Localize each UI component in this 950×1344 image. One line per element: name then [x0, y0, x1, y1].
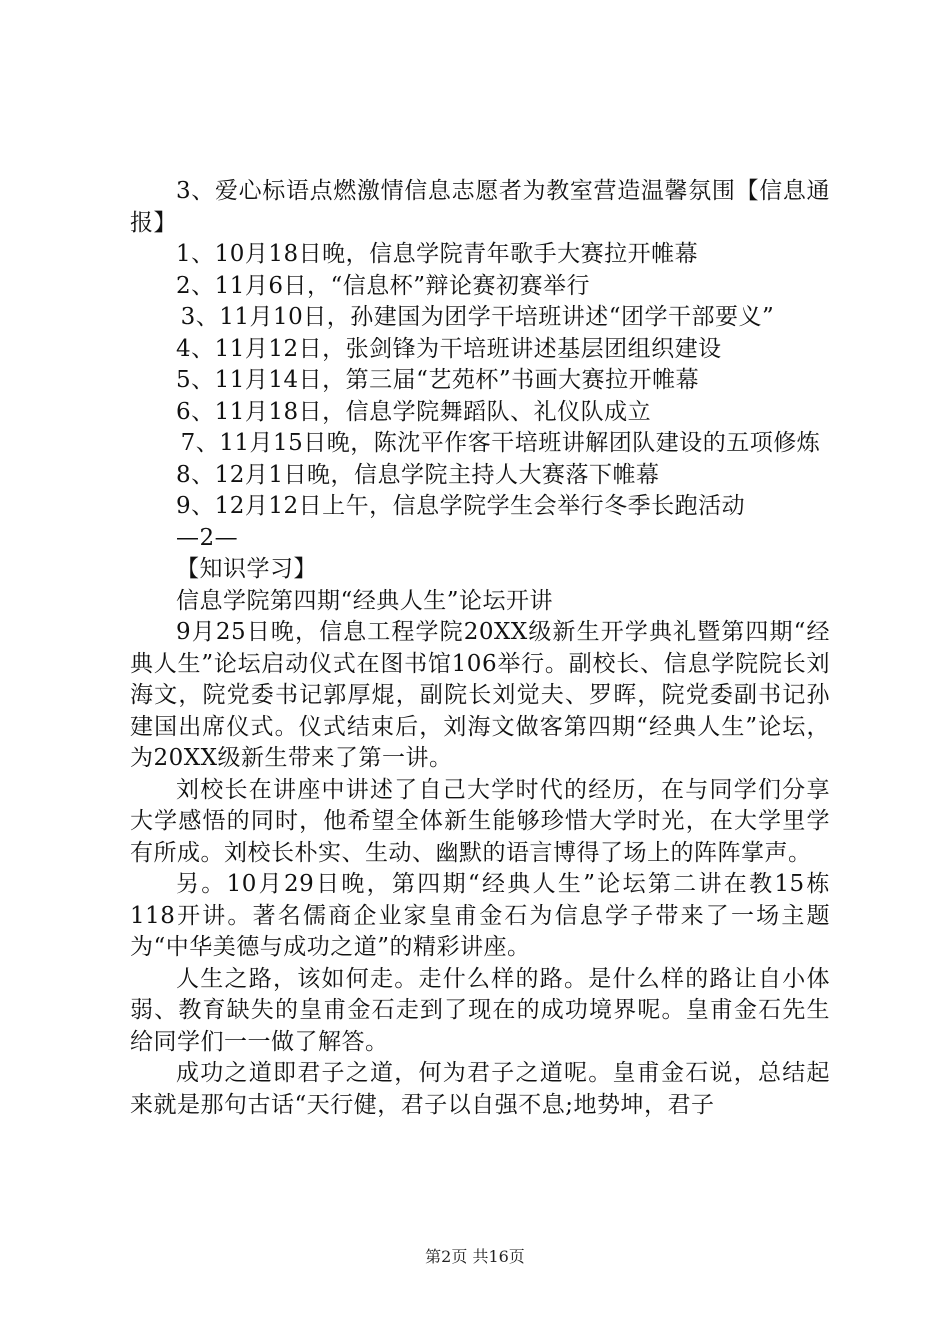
paragraph-3: 2、11月6日，“信息杯”辩论赛初赛举行 [176, 272, 591, 299]
paragraph-5: 4、11月12日，张剑锋为干培班讲述基层团组织建设 [176, 335, 722, 362]
paragraph-9: 8、12月1日晚，信息学院主持人大赛落下帷幕 [176, 461, 660, 488]
paragraph-2: 1、10月18日晚，信息学院青年歌手大赛拉开帷幕 [176, 241, 699, 267]
paragraph-8: 7、11月15日晚，陈沈平作客干培班讲解团队建设的五项修炼 [180, 430, 821, 456]
page-marker: —2— [176, 524, 239, 551]
paragraph-11: 9月25日晚，信息工程学院20XX级新生开学典礼暨第四期“经典人生”论坛启动仪式在图书馆106举行。副校长、信息学院院长刘海文，院党委书记郭厚焜，副院长刘觉夫、罗晖，院党委副书记孙建国出席仪式。仪式结束后，刘海文做客第四期“经典人生”论坛，为20XX级新生带来了第一讲。 [130, 619, 830, 771]
paragraph-13: 另。10月29日晚，第四期“经典人生”论坛第二讲在教15栋118开讲。著名儒商企业家皇甫金石为信息学子带来了一场主题为“中华美德与成功之道”的精彩讲座。 [130, 871, 830, 960]
paragraph-14: 人生之路，该如何走。走什么样的路。是什么样的路让自小体弱、教育缺失的皇甫金石走到了现在的成功境界呢。皇甫金石先生给同学们一一做了解答。 [130, 965, 830, 1055]
document-body [130, 176, 830, 1121]
paragraph-6: 5、11月14日，第三届“艺苑杯”书画大赛拉开帷幕 [176, 367, 700, 393]
paragraph-1: 3、爱心标语点燃激情信息志愿者为教室营造温馨氛围【信息通报】 [130, 178, 830, 236]
paragraph-7: 6、11月18日，信息学院舞蹈队、礼仪队成立 [176, 398, 652, 425]
section-heading: 【知识学习】 [176, 556, 317, 582]
page-footer: 第2页 共16页 [425, 1247, 525, 1266]
paragraph-10: 9、12月12日上午，信息学院学生会举行冬季长跑活动 [176, 493, 746, 519]
article-title: 信息学院第四期“经典人生”论坛开讲 [176, 587, 554, 614]
paragraph-12: 刘校长在讲座中讲述了自己大学时代的经历，在与同学们分享大学感悟的同时，他希望全体新生能够珍惜大学时光，在大学里学有所成。刘校长朴实、生动、幽默的语言博得了场上的阵阵掌声。 [130, 776, 830, 866]
paragraph-15: 成功之道即君子之道，何为君子之道呢。皇甫金石说，总结起来就是那句古话“天行健，君子以自强不息;地势坤，君子 [130, 1060, 830, 1118]
paragraph-4: 3、11月10日，孙建国为团学干培班讲述“团学干部要义” [180, 304, 775, 330]
